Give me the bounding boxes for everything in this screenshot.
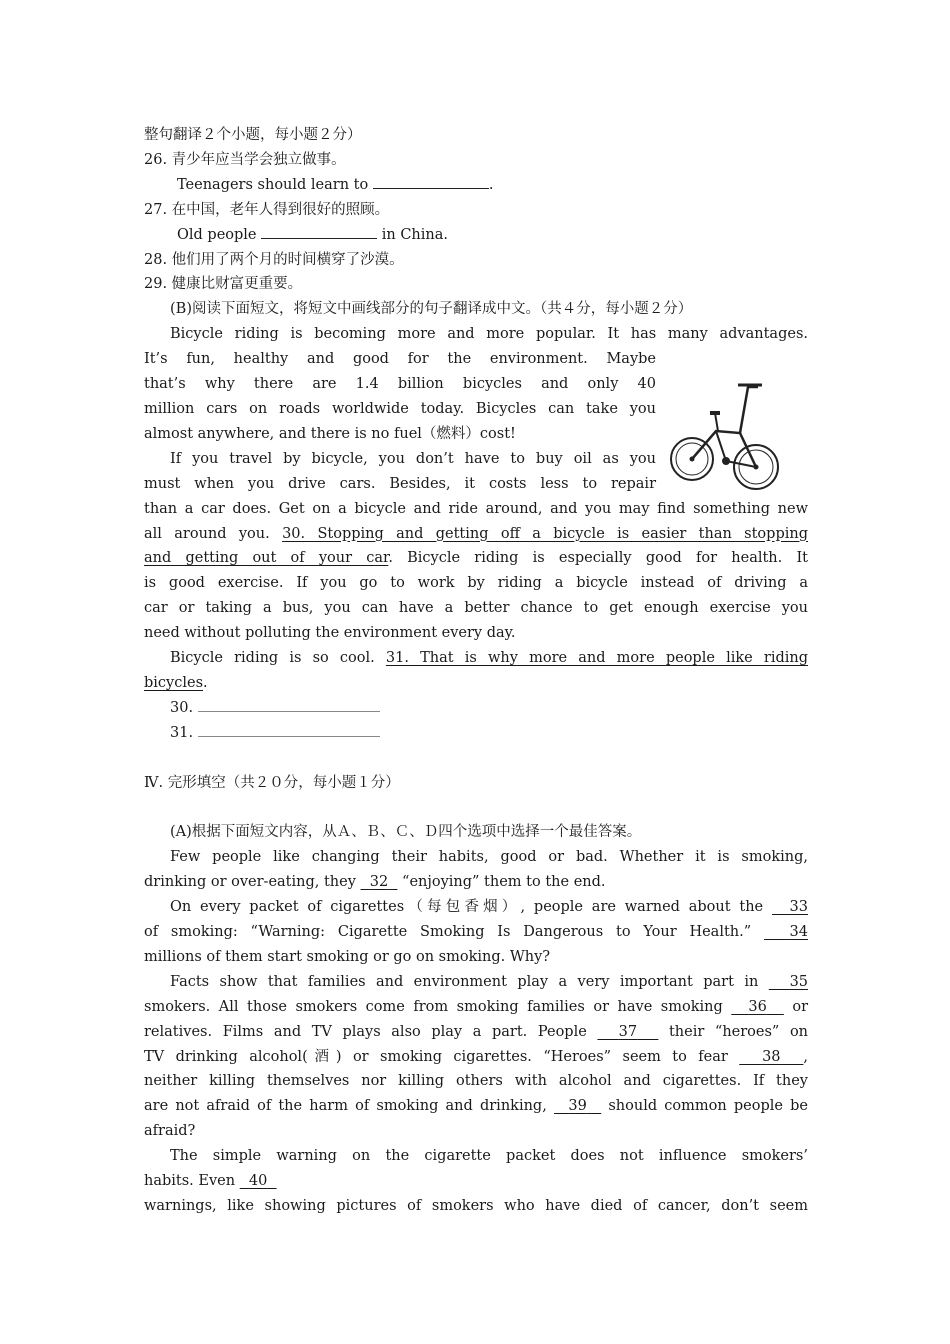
passage-line: must when you drive cars. Besides, it costs less to repair — [144, 475, 656, 492]
answer-line-30 — [144, 696, 808, 721]
cloze-line — [144, 1169, 808, 1194]
cloze-blank-35[interactable] — [769, 974, 808, 990]
passage-line: almost anywhere, and there is no fuel（燃料）cost! — [144, 425, 516, 442]
question-29 — [144, 272, 808, 297]
cloze-text: TV drinking alcohol(酒) or smoking cigarettes. “Heroes” seem to fear — [144, 1048, 740, 1065]
q27-number: 27. — [144, 201, 172, 218]
cloze-line — [144, 895, 808, 920]
question-27 — [144, 198, 808, 223]
cloze-line — [144, 1020, 808, 1045]
cloze-line: Few people like changing their habits, good or bad. Whether it is smoking, — [170, 849, 808, 866]
q28-number: 28. — [144, 251, 172, 268]
cloze-text: On every packet of cigarettes（每包香烟）, people are warned about the — [170, 899, 772, 916]
cloze-text: their “heroes” on — [658, 1023, 809, 1040]
bicycle-image — [668, 373, 784, 497]
passage-line: million cars on roads worldwide today. Bicycles can take you — [144, 400, 656, 417]
q26-prompt: Teenagers should learn to — [177, 176, 373, 193]
passage-line: need without polluting the environment every day. — [144, 625, 516, 642]
blank-number: 34 — [789, 923, 808, 940]
ans31-blank[interactable] — [198, 722, 380, 737]
cloze-text: of smoking: “Warning: Cigarette Smoking Is Dangerous to Your Health.” — [144, 923, 764, 940]
cloze-blank-33[interactable] — [772, 899, 808, 915]
q26-blank[interactable] — [373, 174, 489, 189]
underlined-sentence-31: 31. That is why more and more people like riding — [385, 650, 808, 667]
part-b-instruction: (B)阅读下面短文，将短文中画线部分的句子翻译成中文。（共４分，每小题２分） — [170, 301, 693, 318]
cloze-blank-32[interactable] — [361, 874, 398, 890]
passage-line: It’s fun, healthy and good for the environment. Maybe — [144, 351, 656, 368]
cloze-text: are not afraid of the harm of smoking and drinking, — [144, 1098, 554, 1115]
blank-number: 40 — [248, 1173, 268, 1190]
blank-number: 39 — [568, 1098, 587, 1115]
passage-line: that’s why there are 1.4 billion bicycles and only 40 — [144, 376, 656, 393]
underlined-sentence-30: 30. Stopping and getting off a bicycle is easier than stopping — [282, 525, 808, 542]
blank-number: 37 — [618, 1023, 638, 1040]
cloze-blank-38[interactable] — [739, 1049, 803, 1065]
q27-end: in China. — [377, 226, 448, 243]
q28-chinese: 他们用了两个月的时间横穿了沙漠。 — [171, 251, 404, 268]
cloze-line — [144, 995, 808, 1020]
q26-chinese: 青少年应当学会独立做事。 — [171, 151, 346, 168]
cloze-line — [144, 920, 808, 945]
cloze-text: habits. Even — [144, 1173, 240, 1190]
ans30-blank[interactable] — [198, 697, 380, 712]
underlined-sentence-31-cont: bicycles — [144, 674, 204, 691]
passage-line — [144, 522, 808, 547]
passage-text: . Bicycle riding is especially good for health. It — [388, 550, 809, 567]
passage-text: Bicycle riding is so cool. — [170, 650, 386, 667]
cloze-text: or — [783, 998, 809, 1015]
cloze-line: neither killing themselves nor killing others with alcohol and cigarettes. If they — [144, 1073, 808, 1090]
q26-answer-line — [144, 173, 808, 198]
ans30-number: 30. — [170, 699, 198, 716]
part-a-instruction: (A)根据下面短文内容，从Ａ、Ｂ、Ｃ、Ｄ四个选项中选择一个最佳答案。 — [170, 824, 642, 841]
underlined-sentence-30-cont: and getting out of your car — [144, 550, 389, 567]
cloze-line — [144, 970, 808, 995]
blank-number: 32 — [369, 874, 389, 891]
question-26 — [144, 148, 808, 173]
passage-line — [144, 646, 808, 671]
cloze-text: drinking or over-eating, they — [144, 874, 361, 891]
cloze-blank-34[interactable] — [764, 924, 808, 940]
passage-line — [144, 546, 808, 571]
q27-prompt: Old people — [177, 226, 262, 243]
cloze-line — [144, 1094, 808, 1119]
passage-line: than a car does. Get on a bicycle and ride around, and you may find something new — [144, 500, 808, 517]
cloze-text: , — [803, 1048, 808, 1065]
cloze-text: relatives. Films and TV plays also play a part. People — [144, 1023, 598, 1040]
passage-with-image — [144, 347, 808, 496]
cloze-text: Facts show that families and environment play a very important part in — [170, 973, 769, 990]
passage-line: car or taking a bus, you can have a better chance to get enough exercise you — [144, 600, 808, 617]
blank-number: 36 — [748, 998, 767, 1015]
exam-page — [144, 123, 808, 1219]
blank-number: 35 — [789, 973, 809, 990]
passage-line: is good exercise. If you go to work by riding a bicycle instead of driving a — [144, 575, 808, 592]
passage-text: . — [203, 674, 208, 691]
question-28 — [144, 248, 808, 273]
q29-number: 29. — [144, 276, 172, 293]
cloze-line — [144, 870, 808, 895]
cloze-line: The simple warning on the cigarette packet does not influence smokers’ — [170, 1148, 808, 1165]
q27-chinese: 在中国，老年人得到很好的照顾。 — [171, 201, 390, 218]
cloze-blank-39[interactable] — [554, 1098, 601, 1114]
ans31-number: 31. — [170, 724, 198, 741]
cloze-blank-36[interactable] — [731, 999, 784, 1015]
cloze-text: “enjoying” them to the end. — [397, 874, 606, 891]
passage-text: all around you. — [144, 525, 283, 542]
cloze-line: warnings, like showing pictures of smokers who have died of cancer, don’t seem — [144, 1197, 808, 1214]
blank-number: 38 — [762, 1048, 781, 1065]
cloze-blank-37[interactable] — [597, 1024, 658, 1040]
q26-number: 26. — [144, 151, 172, 168]
section-header: 整句翻译２个小题，每小题２分） — [144, 127, 362, 143]
passage-line — [144, 671, 808, 696]
cloze-text: should common people be — [601, 1098, 809, 1115]
cloze-blank-40[interactable] — [240, 1173, 277, 1189]
passage-line: If you travel by bicycle, you don’t have to buy oil as you — [170, 450, 656, 467]
answer-line-31 — [144, 721, 808, 746]
cloze-line — [144, 1045, 808, 1070]
cloze-line: afraid? — [144, 1123, 196, 1140]
section-4-header: Ⅳ. 完形填空（共２０分，每小题１分） — [144, 774, 400, 791]
cloze-text: smokers. All those smokers come from smoking families or have smoking — [144, 998, 732, 1015]
q27-answer-line — [144, 223, 808, 248]
q26-end: . — [488, 176, 494, 193]
cloze-line: millions of them start smoking or go on smoking. Why? — [144, 948, 551, 965]
blank-number: 33 — [789, 899, 808, 916]
q29-chinese: 健康比财富更重要。 — [171, 276, 303, 293]
passage-line: Bicycle riding is becoming more and more popular. It has many advantages. — [170, 326, 808, 343]
q27-blank[interactable] — [261, 224, 377, 239]
